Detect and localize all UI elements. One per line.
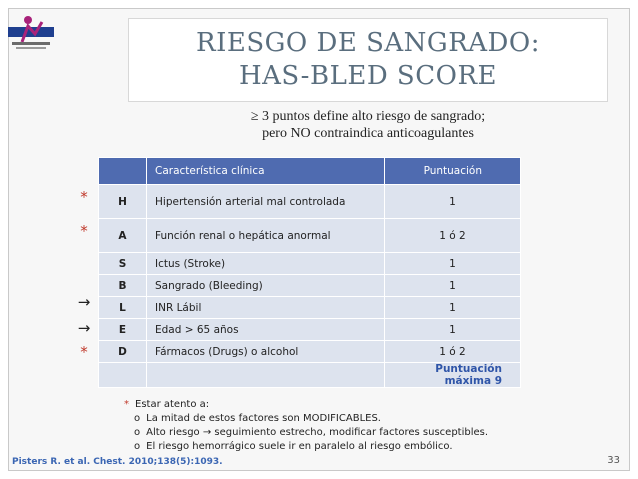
circle-bullet-icon: o [134,441,141,452]
slide-title-line-1: RIESGO DE SANGRADO: [196,28,540,58]
table-row [99,341,521,363]
slide-subtitle [128,108,608,142]
table-row [99,275,521,297]
notes-heading [124,398,602,412]
row-feature: INR Lábil [147,297,385,319]
row-letter: A [99,219,147,253]
row-letter: L [99,297,147,319]
circle-bullet-icon: o [134,427,141,438]
header-letter-cell [99,158,147,185]
slide-title-line-2: HAS-BLED SCORE [238,61,498,91]
notes-list [122,412,602,454]
arrow-right-icon: → [77,319,91,337]
title-box [128,18,608,102]
notes-heading-text: Estar atento a: [135,399,210,410]
organization-logo-icon [8,12,56,50]
row-points: 1 ó 2 [385,219,521,253]
list-item-text: La mitad de estos factores son MODIFICABLES. [146,413,381,424]
total-empty-cell [99,363,147,388]
row-feature: Fármacos (Drugs) o alcohol [147,341,385,363]
circle-bullet-icon: o [134,413,141,424]
has-bled-table [98,157,521,388]
row-feature: Ictus (Stroke) [147,253,385,275]
citation: Pisters R. et al. Chest. 2010;138(5):1093. [12,457,223,467]
row-points: 1 [385,319,521,341]
row-feature: Sangrado (Bleeding) [147,275,385,297]
row-letter: D [99,341,147,363]
row-letter: B [99,275,147,297]
row-points: 1 [385,275,521,297]
row-feature: Hipertensión arterial mal controlada [147,185,385,219]
row-points: 1 [385,253,521,275]
star-bullet-icon: * [124,399,129,410]
arrow-right-icon: → [77,293,91,311]
table-row [99,319,521,341]
table-row [99,297,521,319]
list-item-text: El riesgo hemorrágico suele ir en paralelo al riesgo embólico. [146,441,453,452]
subtitle-line-2: pero NO contraindica anticoagulantes [262,126,474,141]
star-marker-icon: * [80,343,88,361]
list-item [134,440,602,454]
row-letter: E [99,319,147,341]
table-row [99,253,521,275]
row-points: 1 [385,297,521,319]
row-letter: H [99,185,147,219]
list-item [134,426,602,440]
notes-section [122,398,602,454]
star-marker-icon: * [80,222,88,240]
table-header-row [99,158,521,185]
page-number: 33 [607,455,620,466]
table-row [99,219,521,253]
table-total-row [99,363,521,388]
subtitle-line-1: ≥ 3 puntos define alto riesgo de sangrado; [250,109,486,124]
list-item [134,412,602,426]
row-points: 1 [385,185,521,219]
header-feature: Característica clínica [147,158,385,185]
total-empty-cell [147,363,385,388]
table-row [99,185,521,219]
list-item-text: Alto riesgo → seguimiento estrecho, modificar factores susceptibles. [146,427,489,438]
header-points: Puntuación [385,158,521,185]
row-points: 1 ó 2 [385,341,521,363]
row-feature: Función renal o hepática anormal [147,219,385,253]
total-score-label: Puntuación máxima 9 [385,363,521,388]
row-feature: Edad > 65 años [147,319,385,341]
star-marker-icon: * [80,188,88,206]
row-letter: S [99,253,147,275]
